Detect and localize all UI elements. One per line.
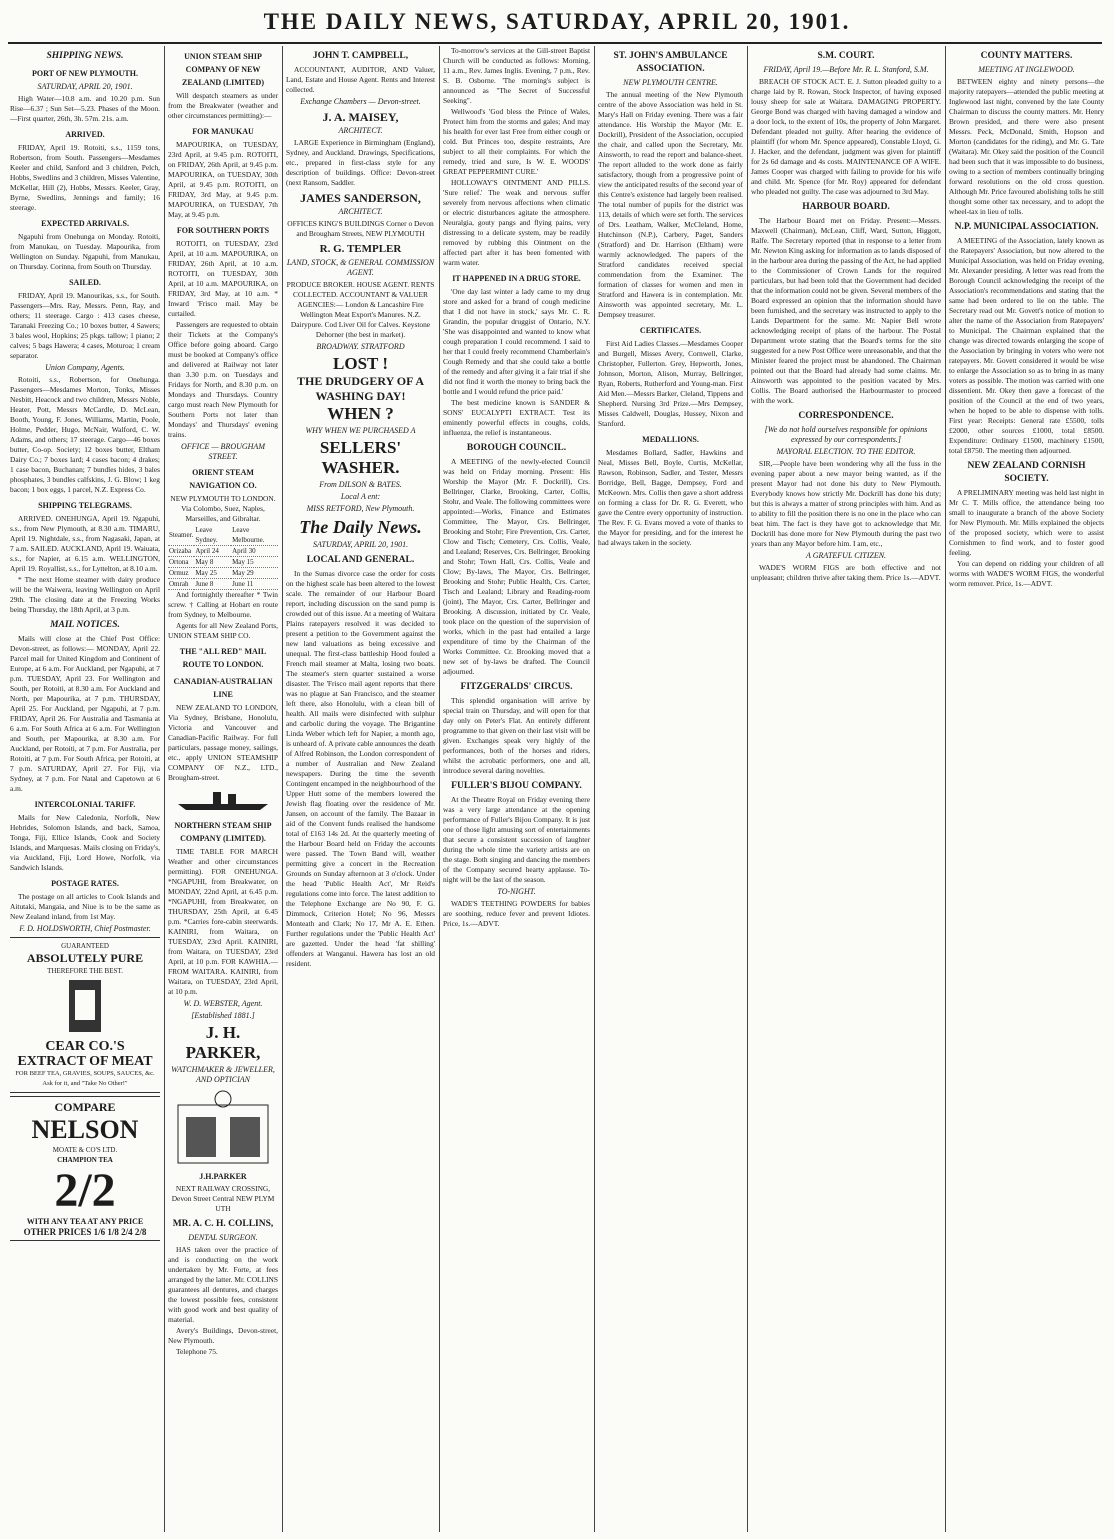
ad-pure: ABSOLUTELY PURE (26, 951, 144, 965)
table-cell: May 15 (231, 557, 278, 568)
campbell-text: ACCOUNTANT, AUDITOR, AND Valuer, Land, Estate and House Agent. Rents and Interest collected. (286, 65, 435, 94)
expected-heading: EXPECTED ARRIVALS. (41, 219, 129, 228)
ad-guaranteed: GUARANTEED (61, 942, 109, 950)
table-row (168, 568, 278, 579)
meat-extract-ad (10, 937, 160, 1093)
sanderson-sub: ARCHITECT. (338, 207, 383, 216)
county-heading: COUNTY MATTERS. (980, 51, 1073, 61)
arrived-heading: ARRIVED. (65, 130, 105, 139)
mail-text: Mails will close at the Chief Post Office: Devon-street, as follows:— MONDAY, April 22. Parcel mail for United Kingdom and Continent of Europe, at 6 a.m. For Auckland, per Ngapuhi, at 7 p.m. TUESDAY, April 23. For Wellington and South, per Rotoiti, at 8.30 a.m. For Auckland and North, per Mapourika, at 7 p.m. THURSDAY, April 25. For Auckland, per Ngapuhi, at 7 p.m. FRIDAY, April 26. For Australia and Tasmania at 6 a.m. For South Africa at 6 a.m. For Wellington and South, per Mapourika, at 8.30 a.m. For Auckland, per Rotoiti, at 7 p.m. For Australia, per Rotoiti, at 7 p.m. For South Africa, per Rotoiti, at 7 p.m. SATURDAY, April 27. For Fiji, via Sydney, at 7 p.m. For Natal and Capetown at 6 a.m. (10, 634, 160, 793)
collins-address: Avery's Buildings, Devon-street, New Plymouth. (168, 1326, 278, 1345)
correspondence-heading: CORRESPONDENCE. (798, 411, 894, 421)
campbell-address: Exchange Chambers — Devon-street. (300, 97, 421, 106)
shipping-heading: SHIPPING NEWS. (46, 51, 124, 61)
borough-text: A MEETING of the newly-elected Council was held on Friday morning. Present: His Worship the Mayor (Mr. F. Dockrill), Crs. Bellringer, Clarke, Brooking, Carter, Collis, Stohr, and Veale. The following committees were appointed:—Works, Finance and Estimates Committee, The Mayor, Crs. Bellringer, Brooking and Stohr; Fire Prevention, Crs. Carter, Clow and Tisch; Cemetery, Crs. Collis, Veale, and Lealand; Reserves, Crs. Bellringer, Brooking and Stohr; Town Hall, Crs. Collis, Veale and Clow; By-laws, The Mayor, Crs. Bellringer, Brooking and Stohr; Public Health, Crs. Carter, Tisch and Lealand; Library and Reading-room (joint), The Mayor, Crs. Carter, Bellringer and Brooking. A discussion, initiated by Cr. Veale, took place on the question of the supervision of works, which in the past had entailed a large expenditure of time by the Chairman of the Works Committee. Cr. Brooking moved that a new set of by-laws be drafted. The Council adjourned. (443, 457, 590, 676)
court-text: BREACH OF STOCK ACT. E. J. Sutton pleaded guilty to a charge laid by R. Rowan, Stock Inspector, of having exposed lousy sheep for sale at Waitara. DAMAGING PROPERTY. George Bond was charged with having damaged a window and a door lock, to the extent of 10s, the property of John Margaret. Defendant pleaded not guilty. After hearing the evidence of plaintiff (for whom Mr. Spence appeared), Constable Lloyd, G. J. Hacker, and the defendant, judgment was given for plaintiff for 2s 6d damage and 4s costs. MAINTENANCE OF A WIFE. James Cooper was charged with failing to provide for his wife and child. Mr. Spence (for Mr. Roy) appeared for defendant who pleaded not guilty. The case was adjourned to 3rd May. (751, 77, 941, 196)
intercolonial-text: Mails for New Caledonia, Norfolk, New Hebrides, Solomon Islands, and back, Samoa, Tonga, Fiji, Ellice Islands, Cook and Society Islands, and Marquesas. Mails closing on Friday's, via Auckland, Fiji, Lord Howe, Norfolk, via Sandwich Islands. (10, 813, 160, 872)
column-news-1 (443, 46, 590, 1532)
union-text: Rotoiti, s.s., Robertson, for Onehunga. Passengers—Mesdames Morton, Tonks, Misses Nesbitt, Heacock and two children, Messrs Noble, Heater, Pott, Messrs McCardle, D. McLean, Booth, Young, F. Jones, Williams, Martin, Poole, Holme, Pedder, Hugo, McNair, Walford, C. W. Adams, and others; 17 steerage. Cargo—46 boxes butter, Co-op. Society; 12 boxes butter, Eltham Dairy Co.; 7 boxes lard; 4 cases bacon; 4 drakes; 1 case bacon, Buchanan; 7 bundles hides, 3 bales phosphates, 3 bundles calfskins, J. G. Blow; 1 keg bacon; 1 box eggs, 1 parcel, N.Z. Express Co. (10, 375, 160, 494)
templer-sub: LAND, STOCK, & GENERAL COMMISSION AGENT. (286, 258, 435, 277)
wade-worm-ad: You can depend on ridding your children of all worms with WADE'S WORM FIGS, the wonderful worm remover. Price, 1s.—ADVT. (949, 559, 1104, 588)
column-news-3 (751, 46, 941, 1532)
collins-heading: MR. A. C. H. COLLINS, (172, 1219, 274, 1229)
table-cell: Ortona (168, 557, 194, 568)
column-rule (945, 46, 946, 1532)
municipal-text: A MEETING of the Association, lately known as the Ratepayers' Association, but now altered to the Municipal Association, was held on Friday evening, Mr. Alexander presiding. A letter was read from the Borough Council acknowledging the receipt of the Association's recommendations and stating that the same had been ordered to lie on the table. The Secretary read out Mr. Govett's notice of motion to alter the name of the Association from Ratepayers' to Municipal. The Chairman explained that the change was directed towards enlarging the scope of the Association by bringing in voters who were not ratepayers. Mr. Govett considered it would be wise to enlarge the Association so as to bring in as many voters as possible. The motion was carried with one dissentient. Mr. Okey then gave a forecast of the position of the Council at the end of two years, when he hoped to be able to dispense with tolls. First year: Receipts: General rate £5500, tolls £2000, other sources £1000, total £8500. Expenditure: Ordinary £1500, machinery £1500, total £8750. The meeting then adjourned. (949, 236, 1104, 455)
home-steamer-note: * The next Home steamer with dairy produce will be the Waiwera, leaving Wellington on April 29th. The closing date at the Freezing Works being Thursday, the 18th April, at 3 p.m. (10, 575, 160, 614)
northern-heading: NORTHERN STEAM SHIP COMPANY (LIMITED). (174, 821, 272, 843)
orient-col: Leave Sydney. (194, 525, 231, 546)
daily-news-title: The Daily News. (299, 517, 422, 537)
table-cell: June 8 (194, 579, 231, 590)
municipal-heading: N.P. MUNICIPAL ASSOCIATION. (954, 222, 1099, 232)
south-heading: FOR SOUTHERN PORTS (176, 226, 270, 235)
column-news-4 (949, 46, 1104, 1532)
ad-price: 2/2 (54, 1164, 116, 1217)
manukau-text: MAPOURIKA, on TUESDAY, 23rd April, at 9.45 p.m. ROTOITI, on FRIDAY, 26th April, at 9.45 p.m. MAPOURIKA, on TUESDAY, 30th April, at 9.45 p.m. ROTOITI, on FRIDAY, 3rd May, at 9.45 p.m. MAPOURIKA, on TUESDAY, 7th May, at 9.45 p.m. (168, 140, 278, 219)
telephone-line: Telephone 75. (176, 1347, 218, 1356)
court-heading: S.M. COURT. (817, 51, 875, 61)
northern-text: TIME TABLE FOR MARCH Weather and other circumstances permitting). FOR ONEHUNGA. *NGAPUHI, from Breakwater, on MONDAY, 22nd April, at 6.45 p.m. *NGAPUHI, from Breakwater, on THURSDAY, 25th April, at 6.45 p.m. *Carries fore-cabin steerwards. KAINIRI, from Waitara, on TUESDAY, 23rd April. KAINIRI, from Waitara, on TUESDAY, 23rd April, at 10 p.m. FOR KAWHIA.—FROM WAITARA. KAINIRI, from Waitara, on TUESDAY, 23rd April, at 10 p.m. (168, 847, 278, 996)
drug-store-heading: IT HAPPENED IN A DRUG STORE. (452, 274, 581, 283)
correspondence-note: [We do not hold ourselves responsible for opinions expressed by our correspondents.] (764, 425, 928, 444)
ad-with-any: WITH ANY TEA AT ANY PRICE (26, 1217, 144, 1226)
orient-table (168, 525, 278, 590)
county-sub: MEETING AT INGLEWOOD. (978, 65, 1075, 74)
ad-uses: FOR BEEF TEA, GRAVIES, SOUPS, SAUCES, &c. Ask for it, and "Take No Other!" (15, 1070, 155, 1087)
correspondence-sign: A GRATEFUL CITIZEN. (805, 551, 887, 560)
local-general-heading: LOCAL AND GENERAL. (306, 555, 415, 565)
tides-text: High Water—10.8 a.m. and 10.20 p.m. Sun Rise—6.37 ; Sun Set—5.23. Phases of the Moon.—First quarter, 26th, 3h. 57m. 21s. a.m. (10, 94, 160, 123)
circus-text: This splendid organisation will arrive by special train on Thursday, and will open for that day only on Peter's Flat. An entirely different programme to that given on their last visit will be given. Exchanges speak very highly of the performances, both of the horses and riders, whilst the acrobatic performers, one and all, introduce several daring novelties. (443, 696, 590, 775)
wellwood-verse: Wellwood's 'God bless the Prince of Wales, Protect him from the storms and gales; And may his health for ever last Free from either cough or cold. But Princes too, despite restraints, Are subject to all their complaints. For which the remedy, tried and sure, Is W. E. WOODS' GREAT PEPPERMINT CURE.' (443, 107, 590, 176)
union-intro: Will despatch steamers as under from the Breakwater (weather and other circumstances permitting):— (168, 91, 278, 120)
column-rule (439, 46, 440, 1532)
table-cell: May 29 (231, 568, 278, 579)
sanderson-text: OFFICES KING'S BUILDINGS Corner o Devon and Brougham Streets, NEW PLYMOUTH (287, 219, 434, 238)
table-cell: April 30 (231, 546, 278, 557)
agents-line: Agents for all New Zealand Ports, UNION STEAM SHIP CO. (168, 621, 278, 640)
column-rule (594, 46, 595, 1532)
column-rule (164, 46, 165, 1532)
ad-other-prices: OTHER PRICES 1/6 1/8 2/4 2/8 (23, 1227, 147, 1237)
table-cell: Orizaba (168, 546, 194, 557)
column-shipping-ads (168, 46, 278, 1532)
court-sub: FRIDAY, April 19.—Before Mr. R. L. Stanford, S.M. (763, 65, 929, 74)
column-news-2 (598, 46, 743, 1532)
sanders-ad: The best medicine known is SANDER & SONS' EUCALYPTI EXTRACT. Test its eminently powerful effects in coughs, colds, influenza, the relief is instantaneous. (443, 398, 590, 437)
stjohn-heading: ST. JOHN'S AMBULANCE ASSOCIATION. (613, 51, 728, 74)
county-text: BETWEEN eighty and ninety persons—the majority ratepayers—attended the public meeting at Inglewood last night, convened by the late County Chairman to discuss the county matters. Mr. Henry Brown presided, and there were also present Messrs. Peck, McDonald, Smith, Hopson and Morton (candidates for the riding), and Mr. G. Tate (Waitara). Mr. Okey said the position of the Council had been such that it was impossible to do business, owing to a section of members continually bringing forward resolutions on the old cross question. Although Mr. Price favoured abolishing tolls he still thought some other tax necessary, and to adopt the wheel-tax in lieu of tolls. (949, 77, 1104, 216)
sailed-heading: SAILED. (69, 278, 101, 287)
telegrams-heading: SHIPPING TELEGRAMS. (38, 501, 132, 510)
masthead-rule (8, 42, 1102, 44)
parker-address: NEXT RAILWAY CROSSING, Devon Street Central NEW PLYM UTH (171, 1184, 275, 1213)
drudgery-heading: THE DRUDGERY OF A WASHING DAY! (296, 374, 425, 403)
webster-sign: W. D. WEBSTER, Agent. (183, 999, 263, 1008)
south-text: ROTOITI, on TUESDAY, 23rd April, at 10 a.m. MAPOURIKA, on FRIDAY, 26th April, at 10 a.m. ROTOITI, on TUESDAY, 30th April, at 10 a.m. MAPOURIKA, on FRIDAY, 3rd May, at 10 a.m. * Inward 'Frisco mail. May be curtailed. (168, 239, 278, 318)
wade-powders-ad: WADE'S TEETHING POWDERS for babies are soothing, reduce fever and prevent Idiotes. Price, 1s.—ADVT. (443, 899, 590, 928)
maisey-heading: J. A. MAISEY, (322, 110, 399, 124)
postage-heading: POSTAGE RATES. (51, 879, 119, 888)
local-agent: Local A ent: (340, 492, 381, 501)
column-rule (747, 46, 748, 1532)
table-cell: June 11 (231, 579, 278, 590)
orient-note: And fortnightly thereafter * Twin screw. † Calling at Hobart en route from Sydney, to Melbourne. (168, 590, 278, 619)
circus-heading: FITZGERALDS' CIRCUS. (460, 682, 573, 692)
union-heading: UNION STEAM SHIP COMPANY OF NEW ZEALAND (LIMITED) (181, 52, 264, 87)
established-line: [Established 1881.] (191, 1011, 255, 1020)
orient-col: Leave Melbourne. (231, 525, 278, 546)
certificates-heading: CERTIFICATES. (639, 326, 702, 335)
telegrams-text: ARRIVED. ONEHUNGA, April 19. Ngapuhi, s.s., from New Plymouth, at 8.30 a.m. TIMARU, April 19. Nightdale, s.s., from Nagasaki, Japan, at 7 a.m. SAILED. AUCKLAND, April 19. Waiuata, s.s., for Napier, at 6.15 a.m. WELLINGTON, April 19. Royallist, s.s., for Lyttelton, at 8.10 a.m. (10, 514, 160, 573)
manukau-heading: FOR MANUKAU (192, 127, 254, 136)
table-row (168, 579, 278, 590)
sailed-text: FRIDAY, April 19. Manourikas, s.s., for South. Passengers—Mrs. Ray, Messrs. Penn, Ray, and others; 11 steerage. Cargo : 413 cases cheese, Taranaki Freezing Co.; 10 boxes butter, 4 Sawers; 3 bales wool, Hopkins; 25 pkgs. tallow; 1 piano; 2 calves; 5 bags Hawera; 4 cases, Moturoa; 1 cream separator. (10, 291, 160, 360)
sellers-from: From DILSON & BATES. (319, 480, 402, 489)
sellers-heading: SELLERS' WASHER. (319, 438, 402, 477)
cornish-heading: NEW ZEALAND CORNISH SOCIETY. (967, 461, 1086, 484)
nelson-tea-ad (10, 1096, 160, 1241)
certificates-text: First Aid Ladies Classes.—Mesdames Cooper and Burgell, Misses Avery, Cornwell, Clarke, Christopher, Fullerton. Grey, Hepworth, Jones, Johnson, Morton, Alison, Murray, Bellringer, Ryan, Roberts, Rutherford and Young-man. First Aid Men.—Messrs Barker, Cleland, Tippens and Shepherd. Nursing 3rd Prize.—Mrs Dempsey, Misses Caldwell, Douglas, Hussey, Nixon and Stanford. (598, 339, 743, 428)
parker-heading: J. H. PARKER, (185, 1023, 261, 1062)
table-cell: May 25 (194, 568, 231, 579)
steamship-icon (168, 784, 278, 812)
table-row (168, 546, 278, 557)
correspondence-sub: MAYORAL ELECTION. TO THE EDITOR. (776, 447, 916, 456)
sanderson-heading: JAMES SANDERSON, (300, 191, 421, 205)
canadian-text: NEW ZEALAND TO LONDON, Via Sydney, Brisbane, Honolulu, Victoria and Vancouver and Canadian-Pacific Railway. For full particulars, passage money, sailings, etc., apply UNION STEAMSHIP COMPANY OF N.Z., LTD., Brougham-street. (168, 703, 278, 782)
masthead: THE DAILY NEWS, SATURDAY, APRIL 20, 1901. (263, 9, 851, 34)
stjohn-text: The annual meeting of the New Plymouth centre of the above Association was held in St. Mary's Hall on Friday evening. There was a fair attendance. His Worship the Mayor (Mr. E. Dockrill), President of the Association, occupied the chair, and called upon the Secretary, Mr. Ainsworth, to read the report and balance-sheet. The report alluded to the work done as fairly satisfactory, though from a progressive point of view the anticipated results of the second year of this Centre's existence had largely been realised. The total number of pupils for the district was 113, details of which were set forth. The services of Drs. Leatham, Walker, McCleland, Home, Hutchinson (N.P.), Carbery, Paget, Sanders (Stratford) and Dr. Harrison (Eltham) were warmly acknowledged. The papers of the Stratford candidates received special commendation from the Examiner. The formation of classes for women and men in Stratford and Hawera is in contemplation. Mr. Ainsworth was appointed secretary, Mr. L. Dempsey treasurer. (598, 90, 743, 319)
table-cell: April 24 (194, 546, 231, 557)
canadian-heading: CANADIAN-AUSTRALIAN LINE (173, 677, 273, 699)
maisey-text: LARGE Experience in Birmingham (England), Sydney, and Auckland. Drawings, Specifications, etc., prepared in first-class style for any description of buildings. Office: Devon-street (next Ransom, Saddler. (286, 138, 435, 187)
column-rule (282, 46, 283, 1532)
tonight-heading: TO-NIGHT. (497, 887, 536, 896)
table-cell: Omrah (168, 579, 194, 590)
retford-line: MISS RETFORD, New Plymouth. (306, 504, 415, 513)
templer-address: BROADWAY. STRATFORD (316, 342, 405, 351)
shipping-date: SATURDAY, APRIL 20, 1901. (37, 82, 133, 91)
fuller-heading: FULLER'S BIJOU COMPANY. (451, 781, 582, 791)
postage-text: The postage on all articles to Cook Islands and Aitutaki, Mangaia, and Niue is to be the same as New Zealand inland, from 1st May. (10, 892, 160, 921)
table-row (168, 557, 278, 568)
parker-shop-illustration (168, 1087, 278, 1167)
column-shipping (10, 46, 160, 1532)
when-heading: WHEN ? (327, 404, 394, 423)
parker-sub: WATCHMAKER & JEWELLER, AND OPTICIAN (171, 1065, 275, 1084)
mail-heading: MAIL NOTICES. (50, 620, 120, 630)
ad-moate: MOATE & CO'S LTD. (52, 1146, 118, 1154)
local-general-text: In the Sumas divorce case the order for costs on the highest scale has been altered to the lowest scale. The remainder of our Harbour Board report, including discussion on the sand pump is crowded out of this issue. At a meeting of Waitara Plains ratepayers resolved it was decided to present a petition to the Government against the new land valuations as being excessive and unequal. The first-class battleship Hood fouled a French mail steamer at Malta, losing two boats. The steamer's stern quarter sustained a worse disaster. The 'Frisco mail agent reports that there was no plague at San Francisco, and the steamer left there, also Honolulu, with a clean bill of health. All mails were disinfected with sulphur and carbolic during the voyage. The Brigantine Linda Weber which left for Napier, a month ago, is unheard of. A private cable announces the death of Alfred Robinson, the London correspondent of a number of Australian and New Zealand newspapers. During the time the seventh Contingent encamped in the neighbourhood of the Upper Hutt some of the members lowered the Jewish flag floating over the residence of Mr. Jansen, on account of the family. The Bazaar in aid of the Convent funds realised the handsome total of £163 14s 2d. At the quarterly meeting of the Harbour Board held on Friday the accounts were passed. The Town Band will, weather permitting give a concert in the Recreation Grounds on Sunday afternoon at 3 o'clock. Under the head 'Public Health Act', Mr Reid's regulations come into force. The latest addition to the Telephone Exchange are No 90, F. G. Dimmock, Criterion Hotel; No 96, Messrs Monteath and Clark; No 17, Mr A. E. Ethen. Further regulations under the 'Public Health Act' are gazetted. Under the head 'fat shilling' offenders at Wanganui. Hawera has lost an old resident. (286, 569, 435, 968)
templer-heading: R. G. TEMPLER (319, 243, 402, 255)
union-agents-heading: Union Company, Agents. (45, 363, 125, 372)
cornish-text: A PRELIMINARY meeting was held last night in Mr C. T. Mills office, the attendance being too small to inaugurate a branch of the above Society for New Plymouth. Mr. Mills explained the objects of the proposed society, which were to assist Cornishmen to find work, and to foster good feeling. (949, 488, 1104, 557)
medallions-text: Mesdames Bollard, Sadler, Hawkins and Neal, Misses Bell, Boyle, Curtis, McKellar, Rawson, Robinson, Sadler, and Tester, Messrs Borridge, Bell, Bagge, Dempsey, Ford and McKeown. Mrs. Collis then gave a short address on forming a class for Dr. R. G. Everett, who gave the Centre every opportunity of instruction. The Rev. F. G. Evans moved a vote of thanks to the Mayor for presiding, and for the interest he had always taken in the society. (598, 448, 743, 547)
correspondence-text: SIR,—People have been wondering why all the fuss in the evening paper about a new mayor being wanted, as if the present Mayor had not done his duty to New Plymouth. Everybody knows how strictly Mr. Dockrill has done his duty; but this is always a matter of strong principles with him. And as to ability to fill the position there is no one in the place who can beat him. The fact is they have got to acknowledge that Mr. Dockrill has done more for New Plymouth during the past two years than any Mayor before him. I am, etc., (751, 459, 941, 548)
orient-sub: NEW PLYMOUTH TO LONDON. Via Colombo, Suez, Naples, Marseilles, and Gibraltar. (170, 494, 276, 523)
column-business-cards (286, 46, 435, 1532)
table-cell: May 8 (194, 557, 231, 568)
orient-header-row (168, 525, 278, 546)
ad-nelson: NELSON (31, 1115, 139, 1144)
collins-sub: DENTAL SURGEON. (188, 1233, 258, 1242)
holloway-ad: HOLLOWAY'S OINTMENT AND PILLS. 'Sure relief.' The weak and nervous suffer severely from nervous affections when climatic or electric disturbances agitate the atmosphere. Neuralgia, gouty pangs and flying pains, very distressing to a delicate system, may be readily removed by rubbing this Ointment on the affected part after it has been fomented with warm water. (443, 178, 590, 267)
maisey-sub: ARCHITECT. (338, 126, 383, 135)
ad-best: THEREFORE THE BEST. (47, 967, 123, 975)
drug-store-text: 'One day last winter a lady came to my drug store and asked for a brand of cough medicine that I did not have in stock,' says Mr. C. R. Grandin, the popular druggist of Ontario, N.Y. 'She was disappointed and wanted to know what cough preparation I could recommend. I said to her that I could freely recommend Chamberlain's Cough Remedy and that she could take a bottle of the remedy and after giving it a fair trial if she did not find it worth the money to bring back the bottle and I would refund the price paid.' (443, 287, 590, 396)
campbell-heading: JOHN T. CAMPBELL, (312, 51, 409, 61)
allred-heading: THE "ALL RED" MAIL ROUTE TO LONDON. (179, 647, 267, 669)
ad-brand: CEAR CO.'S EXTRACT OF MEAT (17, 1039, 153, 1069)
baptist-services: To-morrow's services at the Gill-street Baptist Church will be conducted as follows: Morning, 11 a.m., Rev. James Inglis. Evening, 7 p.m., Rev. S. B. Osborne. 'The morning's subject is announced as "The Secret of Successful Seeking". (443, 46, 590, 105)
parker-sign: J.H.PARKER (199, 1172, 247, 1181)
ad-compare: COMPARE (54, 1100, 116, 1114)
harbour-heading: HARBOUR BOARD. (802, 202, 890, 212)
stjohn-sub: NEW PLYMOUTH CENTRE. (623, 78, 718, 87)
fuller-text: At the Theatre Royal on Friday evening there was a very large attendance at the opening performance of Fuller's Bijou Company. It is just one of those light amusing sort of entertainments that secure a consistent succession of laughter during the whole time the variety artists are on the stage. Both singing and dancing the members of the Company secured hearty applause. To-night will be the last of the season. (443, 795, 590, 884)
lost-heading: LOST ! (333, 354, 388, 373)
postmaster-sign: F. D. HOLDSWORTH, Chief Postmaster. (19, 924, 151, 933)
daily-news-date: SATURDAY, APRIL 20, 1901. (312, 540, 409, 549)
port-heading: PORT OF NEW PLYMOUTH. (32, 69, 138, 78)
templer-text: PRODUCE BROKER. HOUSE AGENT. RENTS COLLECTED. ACCOUNTANT & VALUER AGENCIES:— London & Lancashire Fire Wellington Meat Export's Manures. N.Z. Dairypure. Cod Liver Oil for Calves. Keystone Dehorner (the best in market). (286, 280, 435, 339)
medallions-heading: MEDALLIONS. (642, 435, 699, 444)
orient-heading: ORIENT STEAM NAVIGATION CO. (189, 468, 257, 490)
arrived-text: FRIDAY, April 19. Rotoiti, s.s., 1159 tons, Robertson, from South. Passengers—Mesdames Keeler and child, Sanford and 3 children, Pelch, Hobbs, Swedlins and 3 children, Misses Valentine, McKellar, Hill (2), Hobbs, Messrs. Keeler, Gray, Byrne, Swedlins, Jennings and family; 16 steerage. (10, 143, 160, 212)
union-note: Passengers are requested to obtain their Tickets at the Company's Office before going aboard. Cargo must be booked at Company's office and delivered at Railway not later than 3.30 p.m. on Tuesdays and Fridays for North, and 8.30 p.m. on Mondays and Thursdays. Country cargo must reach New Plymouth for Southern Ports not later than Mondays' and Thursdays' evening trains. (168, 320, 278, 439)
harbour-text: The Harbour Board met on Friday. Present:—Messrs. Maxwell (Chairman), McLean, Cliff, Ward, Sutton, Higgott, Ralfe. The Secretary reported (that in response to a letter from Mr. Newton King asking for information as to lands disposed of in the harbour area during the passing of the Act, he had applied to the Commissioner of Crown Lands for the required particulars, but had been told that the Government had decided that the information could not be given. Several members of the Board expressed an opinion that the information should have been furnished, and the secretary was instructed to apply to the Lands Department for the same. Mr. Napier Bell wrote acknowledging receipt of plans of the harbour. The Postal Department wrote stating that the Board's terms for the site suggested for a new Post Office were unreasonable, and that the Minister feared the project must be abandoned. The Chairman pointed out that the Board had already had some claims. Mr. Ainsworth was appointed to the position vacated by Mrs. Collis. The Board authorised the Harbourmaster to proceed with the work. (751, 216, 941, 405)
borough-heading: BOROUGH COUNCIL. (466, 443, 567, 453)
wade-figs-ad: WADE'S WORM FIGS are both effective and not unpleasant; children thrive after taking them. Price 1s.—ADVT. (751, 563, 941, 582)
table-cell: Ormuz (168, 568, 194, 579)
office-line: OFFICE — BROUGHAM STREET. (181, 442, 265, 461)
expected-text: Ngapuhi from Onehunga on Monday. Rotoiti, from Manukau, on Tuesday. Mapourika, from Wellington on Sunday. Ngapuhi, from Manukau, on Thursday. Corinna, from South on Thursday. (10, 232, 160, 271)
orient-col: Steamer. (168, 525, 194, 546)
intercolonial-heading: INTERCOLONIAL TARIFF. (34, 800, 136, 809)
ad-champion: CHAMPION TEA (57, 1156, 113, 1164)
why-line: WHY WHEN WE PURCHASED A (305, 426, 416, 435)
collins-text: HAS taken over the practice of and is conducting on the work undertaken by Mr. Forte, at fees arranged by the latter. Mr. COLLINS guarantees all dentures, and charges the lowest possible fees, consistent with good work and best quality of material. (168, 1245, 278, 1324)
bull-icon (65, 976, 105, 1036)
